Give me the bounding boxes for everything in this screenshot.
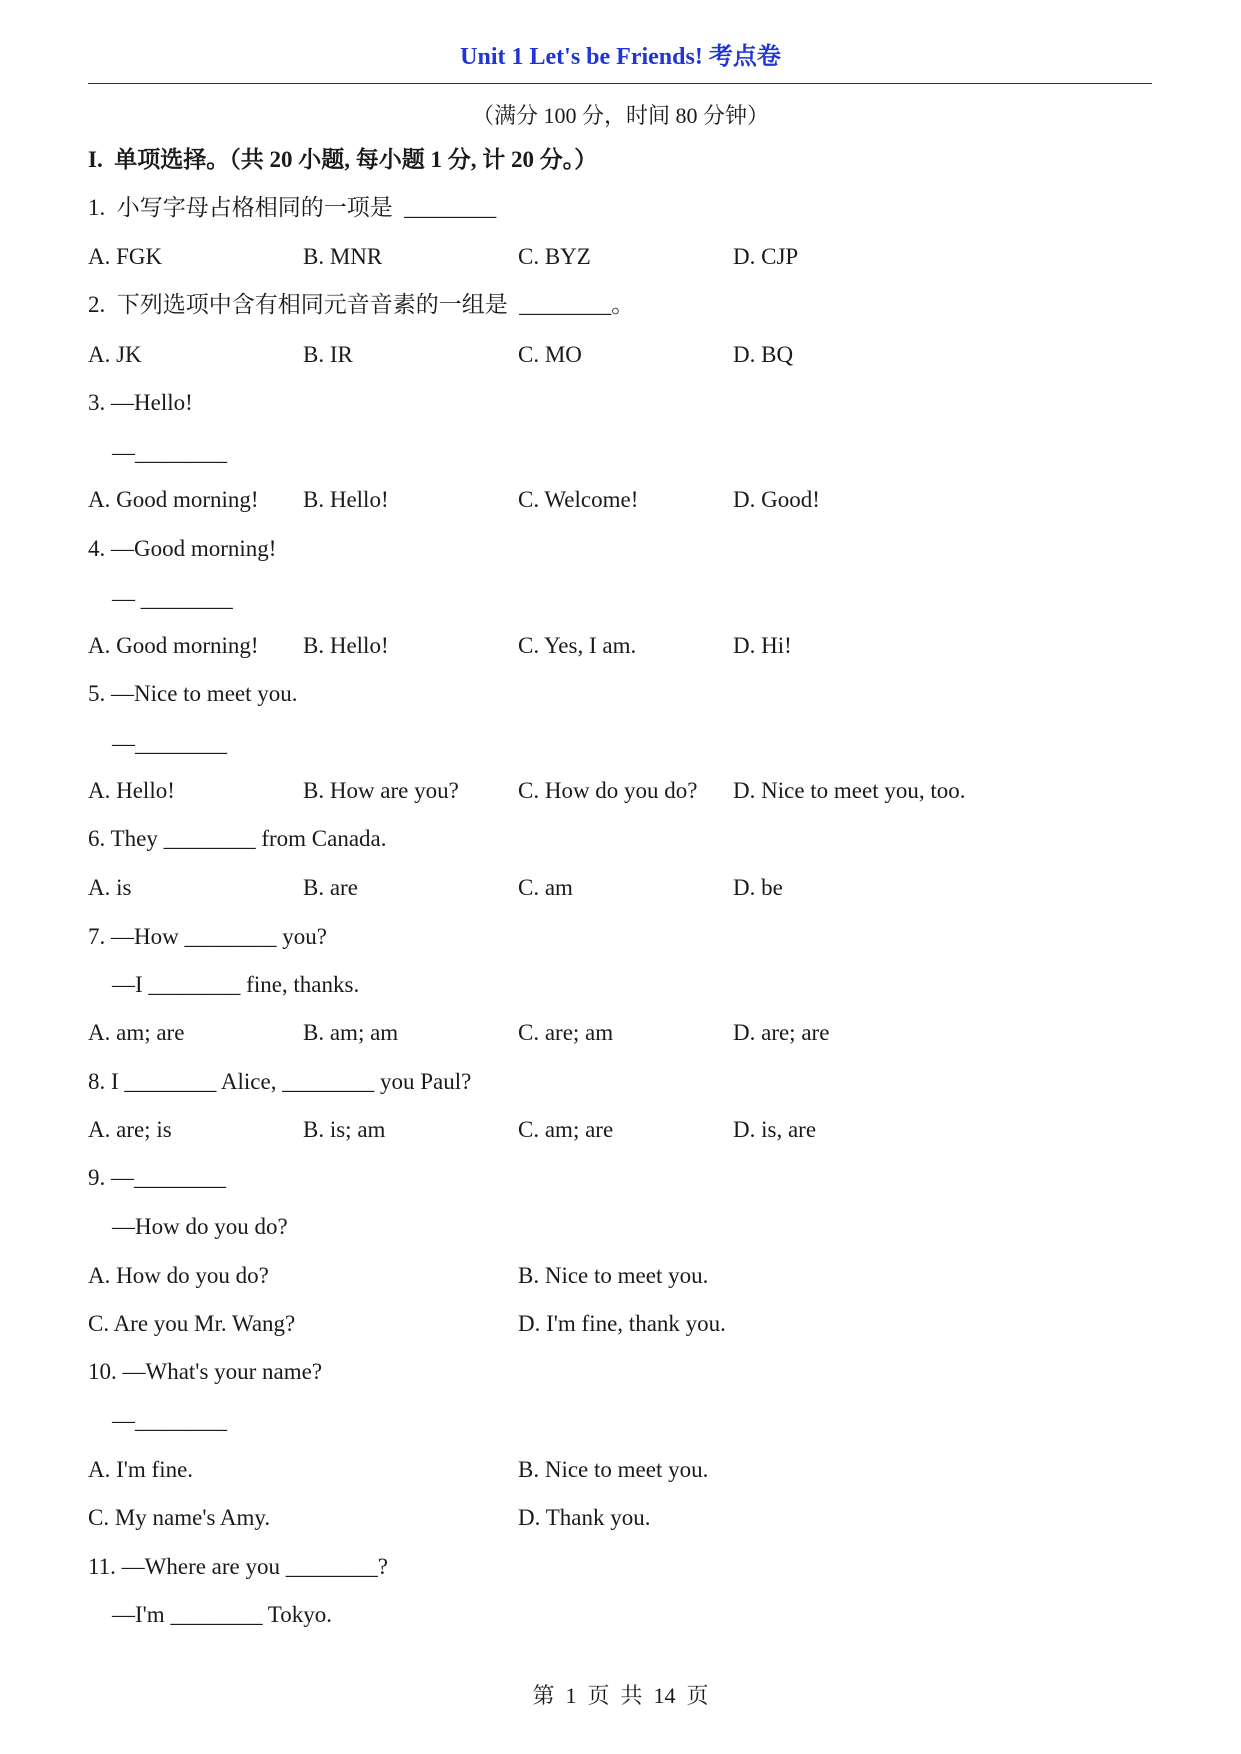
document-title: Unit 1 Let's be Friends! 考点卷 <box>460 44 781 70</box>
option-d: D. CJP <box>733 244 799 269</box>
option-a: A. Hello! <box>88 778 175 803</box>
option-a: A. FGK <box>88 244 163 269</box>
question-stem: 1. 小写字母占格相同的一项是 ________ <box>88 195 497 220</box>
question-stem: 5. —Nice to meet you. <box>88 681 298 706</box>
question-stem: 6. They ________ from Canada. <box>88 826 387 851</box>
option-c: C. Are you Mr. Wang? <box>88 1311 296 1336</box>
section-heading: I. 单项选择。（共 20 小题, 每小题 1 分, 计 20 分。） <box>88 147 598 172</box>
option-a: A. is <box>88 875 132 900</box>
option-d: D. BQ <box>733 342 794 367</box>
option-d: D. Thank you. <box>518 1505 651 1530</box>
option-d: D. Nice to meet you, too. <box>733 778 966 803</box>
option-c: C. am; are <box>518 1117 614 1142</box>
option-d: D. are; are <box>733 1020 830 1045</box>
option-d: D. is, are <box>733 1117 817 1142</box>
option-b: B. am; am <box>303 1020 399 1045</box>
option-c: C. Yes, I am. <box>518 633 637 658</box>
option-b: B. is; am <box>303 1117 386 1142</box>
question-stem: 4. —Good morning! <box>88 536 277 561</box>
option-b: B. MNR <box>303 244 383 269</box>
option-b: B. Nice to meet you. <box>518 1457 709 1482</box>
answer-line: —How do you do? <box>112 1214 288 1239</box>
option-c: C. Welcome! <box>518 487 639 512</box>
option-d: D. Hi! <box>733 633 792 658</box>
answer-line: —I ________ fine, thanks. <box>112 972 360 997</box>
option-c: C. MO <box>518 342 582 367</box>
answer-line: —________ <box>112 440 227 465</box>
option-c: C. My name's Amy. <box>88 1505 271 1530</box>
question-stem: 7. —How ________ you? <box>88 924 327 949</box>
option-a: A. am; are <box>88 1020 185 1045</box>
answer-line: — ________ <box>112 586 233 611</box>
option-b: B. How are you? <box>303 778 459 803</box>
option-d: D. be <box>733 875 783 900</box>
question-stem: 3. —Hello! <box>88 390 193 415</box>
question-stem: 8. I ________ Alice, ________ you Paul? <box>88 1069 472 1094</box>
header-divider <box>88 83 1152 84</box>
page-number: 第 1 页 共 14 页 <box>532 1683 709 1708</box>
option-a: A. JK <box>88 342 142 367</box>
option-d: D. Good! <box>733 487 820 512</box>
option-a: A. Good morning! <box>88 487 259 512</box>
answer-line: —I'm ________ Tokyo. <box>112 1602 332 1627</box>
option-a: A. are; is <box>88 1117 172 1142</box>
option-b: B. IR <box>303 342 353 367</box>
option-a: A. Good morning! <box>88 633 259 658</box>
question-stem: 9. —________ <box>88 1165 226 1190</box>
option-b: B. Hello! <box>303 633 389 658</box>
option-a: A. How do you do? <box>88 1263 269 1288</box>
option-c: C. are; am <box>518 1020 614 1045</box>
answer-line: —________ <box>112 731 227 756</box>
question-stem: 2. 下列选项中含有相同元音音素的一组是 ________。 <box>88 292 635 317</box>
option-a: A. I'm fine. <box>88 1457 194 1482</box>
option-b: B. Nice to meet you. <box>518 1263 709 1288</box>
option-d: D. I'm fine, thank you. <box>518 1311 726 1336</box>
option-b: B. are <box>303 875 358 900</box>
answer-line: —________ <box>112 1408 227 1433</box>
question-stem: 11. —Where are you ________? <box>88 1554 388 1579</box>
option-c: C. How do you do? <box>518 778 698 803</box>
option-b: B. Hello! <box>303 487 389 512</box>
option-c: C. BYZ <box>518 244 591 269</box>
question-stem: 10. —What's your name? <box>88 1359 323 1384</box>
option-c: C. am <box>518 875 573 900</box>
exam-info: （满分 100 分，时间 80 分钟） <box>471 103 769 128</box>
